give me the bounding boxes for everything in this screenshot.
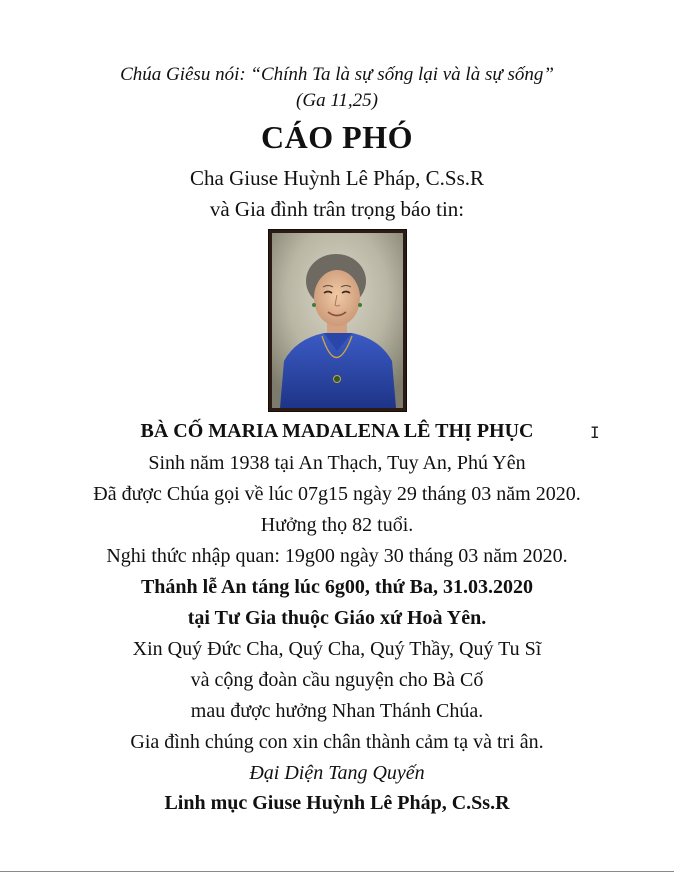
thanks-line: Gia đình chúng con xin chân thành cảm tạ và tri ân. xyxy=(130,731,544,753)
deceased-name: BÀ CỐ MARIA MADALENA LÊ THỊ PHỤC xyxy=(140,420,534,442)
age-info: Hưởng thọ 82 tuổi. xyxy=(260,514,414,536)
page-title: CÁO PHÓ xyxy=(261,119,413,155)
prayer-request-line-3: mau được hưởng Nhan Thánh Chúa. xyxy=(190,700,484,722)
announcer-line-1: Cha Giuse Huỳnh Lê Pháp, C.Ss.R xyxy=(190,166,484,190)
funeral-mass-info: Thánh lễ An táng lúc 6g00, thứ Ba, 31.03.2020 xyxy=(140,576,534,598)
encoffining-info: Nghi thức nhập quan: 19g00 ngày 30 tháng 03 năm 2020. xyxy=(106,545,568,567)
portrait-photo xyxy=(268,229,407,412)
scripture-reference: (Ga 11,25) xyxy=(296,90,378,111)
birth-info: Sinh năm 1938 tại An Thạch, Tuy An, Phú Yên xyxy=(148,452,526,474)
scripture-quote: Chúa Giêsu nói: “Chính Ta là sự sống lại và là sự sống” xyxy=(120,64,554,85)
prayer-request-line-1: Xin Quý Đức Cha, Quý Cha, Quý Thầy, Quý Tu Sĩ xyxy=(132,638,542,660)
announcer-line-2: và Gia đình trân trọng báo tin: xyxy=(209,197,465,221)
page-bottom-divider xyxy=(0,871,674,872)
text-cursor-icon: I xyxy=(590,423,600,442)
death-info: Đã được Chúa gọi về lúc 07g15 ngày 29 tháng 03 năm 2020. xyxy=(93,483,581,505)
representative-label: Đại Diện Tang Quyến xyxy=(249,762,425,784)
prayer-request-line-2: và cộng đoàn cầu nguyện cho Bà Cố xyxy=(190,669,484,691)
funeral-location: tại Tư Gia thuộc Giáo xứ Hoà Yên. xyxy=(187,607,487,629)
signatory-name: Linh mục Giuse Huỳnh Lê Pháp, C.Ss.R xyxy=(164,792,510,814)
